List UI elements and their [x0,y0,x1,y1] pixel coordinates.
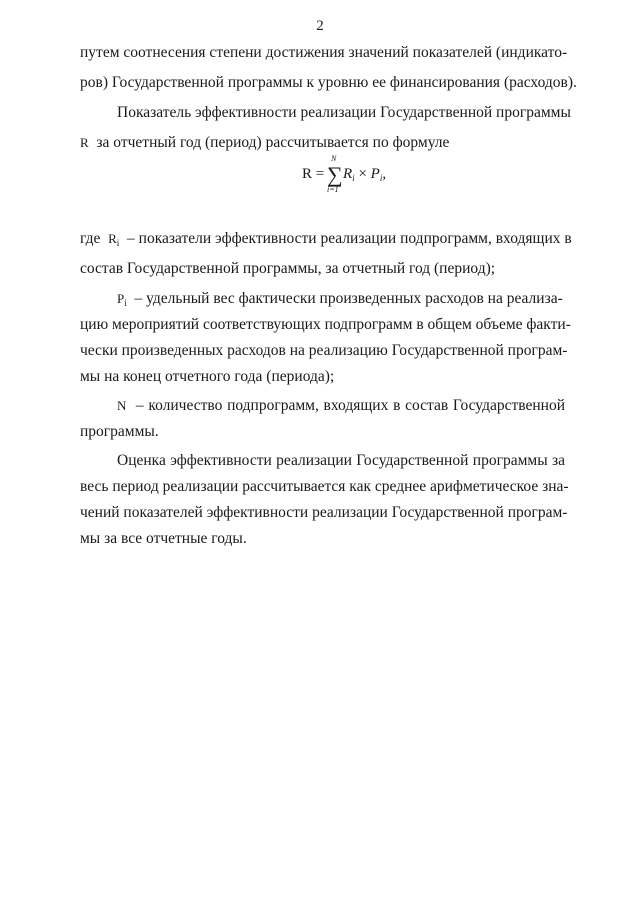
formula-lower-limit: i=1 [327,185,339,194]
paragraph-2-line-2 [80,134,449,152]
paragraph-5-text: – количество подпрограмм, входящих в состав Государственной [135,397,565,414]
formula-p-sub: i [379,173,383,183]
paragraph-6-line-4: мы за все отчетные годы. [80,530,247,547]
paragraph-2-text: за отчетный год (период) рассчитывается по формуле [96,134,450,151]
paragraph-4-line-4: мы на конец отчетного года (периода); [80,368,335,385]
symbol-ri: R [108,231,117,246]
page-number: 2 [316,18,324,34]
where-word: где [80,230,101,247]
symbol-pi: P [117,291,125,306]
paragraph-4-line-2: цию мероприятий соответствующих подпрограмм в общем объеме факти- [80,316,571,333]
paragraph-6-line-2: весь период реализации рассчитывается как среднее арифметическое зна- [80,478,569,495]
paragraph-6-line-1: Оценка эффективности реализации Государственной программы за [117,452,565,469]
symbol-r: R [80,135,89,150]
formula [0,154,640,200]
formula-r-sub: i [352,173,355,183]
times-sign: × [358,166,367,182]
paragraph-4-line-3: чески произведенных расходов на реализацию Государственной програм- [80,342,568,359]
symbol-pi-sub: i [124,298,127,308]
formula-upper-limit: N [331,154,337,163]
paragraph-3-line-2: состав Государственной программы, за отчетный год (период); [80,260,496,277]
paragraph-6-line-3: чений показателей эффективности реализации Государственной програм- [80,504,568,521]
sum-symbol: ∑ [327,162,343,187]
paragraph-3-line-1 [80,230,572,248]
paragraph-1-line-1: путем соотнесения степени достижения значений показателей (индикато- [80,44,568,61]
paragraph-4-text: – удельный вес фактически произведенных расходов на реализа- [134,290,563,307]
formula-rhs [343,166,386,183]
symbol-n: N [117,398,127,413]
symbol-ri-sub: i [116,238,120,248]
paragraph-5-line-1 [117,397,565,415]
paragraph-3-text: – показатели эффективности реализации подпрограмм, входящих в [127,230,572,247]
paragraph-4-line-1 [117,290,565,308]
formula-r: R [343,166,353,182]
paragraph-5-line-2: программы. [80,423,159,440]
paragraph-1-line-2: ров) Государственной программы к уровню ее финансирования (расходов). [80,74,577,91]
paragraph-2-line-1: Показатель эффективности реализации Государственной программы [117,104,571,121]
formula-lhs: R = [302,166,325,182]
formula-p: P [370,166,380,182]
formula-comma: , [382,166,387,182]
